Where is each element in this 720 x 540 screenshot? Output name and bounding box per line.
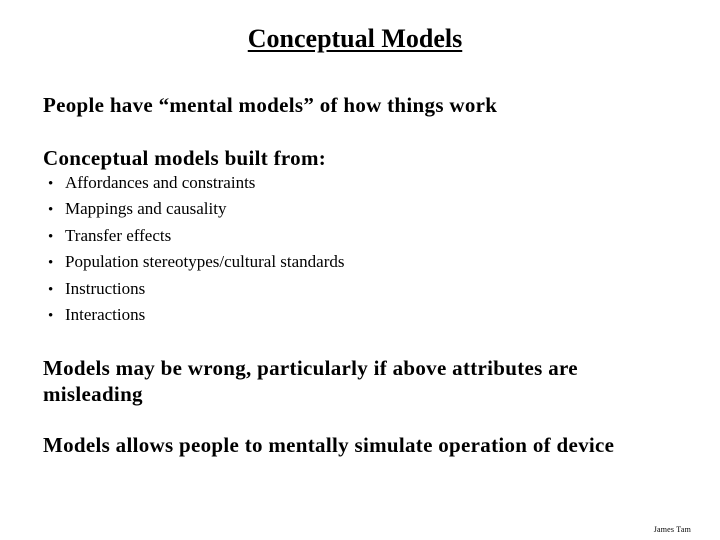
conceptual-models-bullet-list [48, 173, 345, 331]
bullet-item-transfer-effects [48, 226, 345, 252]
bullet-item-interactions [48, 305, 345, 331]
bullet-dot-icon: • [48, 202, 54, 219]
bullet-dot-icon: • [48, 176, 54, 192]
mental-simulation-statement: Models allows people to mentally simulate operation of device [43, 433, 615, 457]
bullet-dot-icon: • [48, 255, 54, 272]
bullet-item-population-stereotypes [48, 252, 345, 278]
bullet-dot-icon: • [48, 307, 54, 324]
bullet-text: Interactions [65, 304, 146, 324]
bullet-dot-icon: • [48, 281, 54, 298]
bullet-dot-icon: • [48, 228, 54, 245]
author-credit: James Tam [653, 525, 691, 534]
bullet-item-mappings [48, 199, 345, 225]
bullet-text: Mappings and causality [65, 199, 227, 219]
bullet-item-instructions [48, 279, 345, 305]
bullet-text: Transfer effects [65, 225, 172, 245]
slide-title: Conceptual Models [247, 24, 463, 53]
conceptual-models-heading: Conceptual models built from: [43, 146, 327, 170]
models-may-be-wrong-statement: Models may be wrong, particularly if above attributes are misleading [43, 356, 578, 406]
bullet-text: Population stereotypes/cultural standards [65, 252, 345, 272]
bullet-text: Instructions [65, 278, 146, 298]
bullet-text: Affordances and constraints [65, 173, 256, 192]
bullet-item-affordances [48, 173, 345, 199]
mental-models-statement: People have “mental models” of how things work [43, 93, 498, 117]
